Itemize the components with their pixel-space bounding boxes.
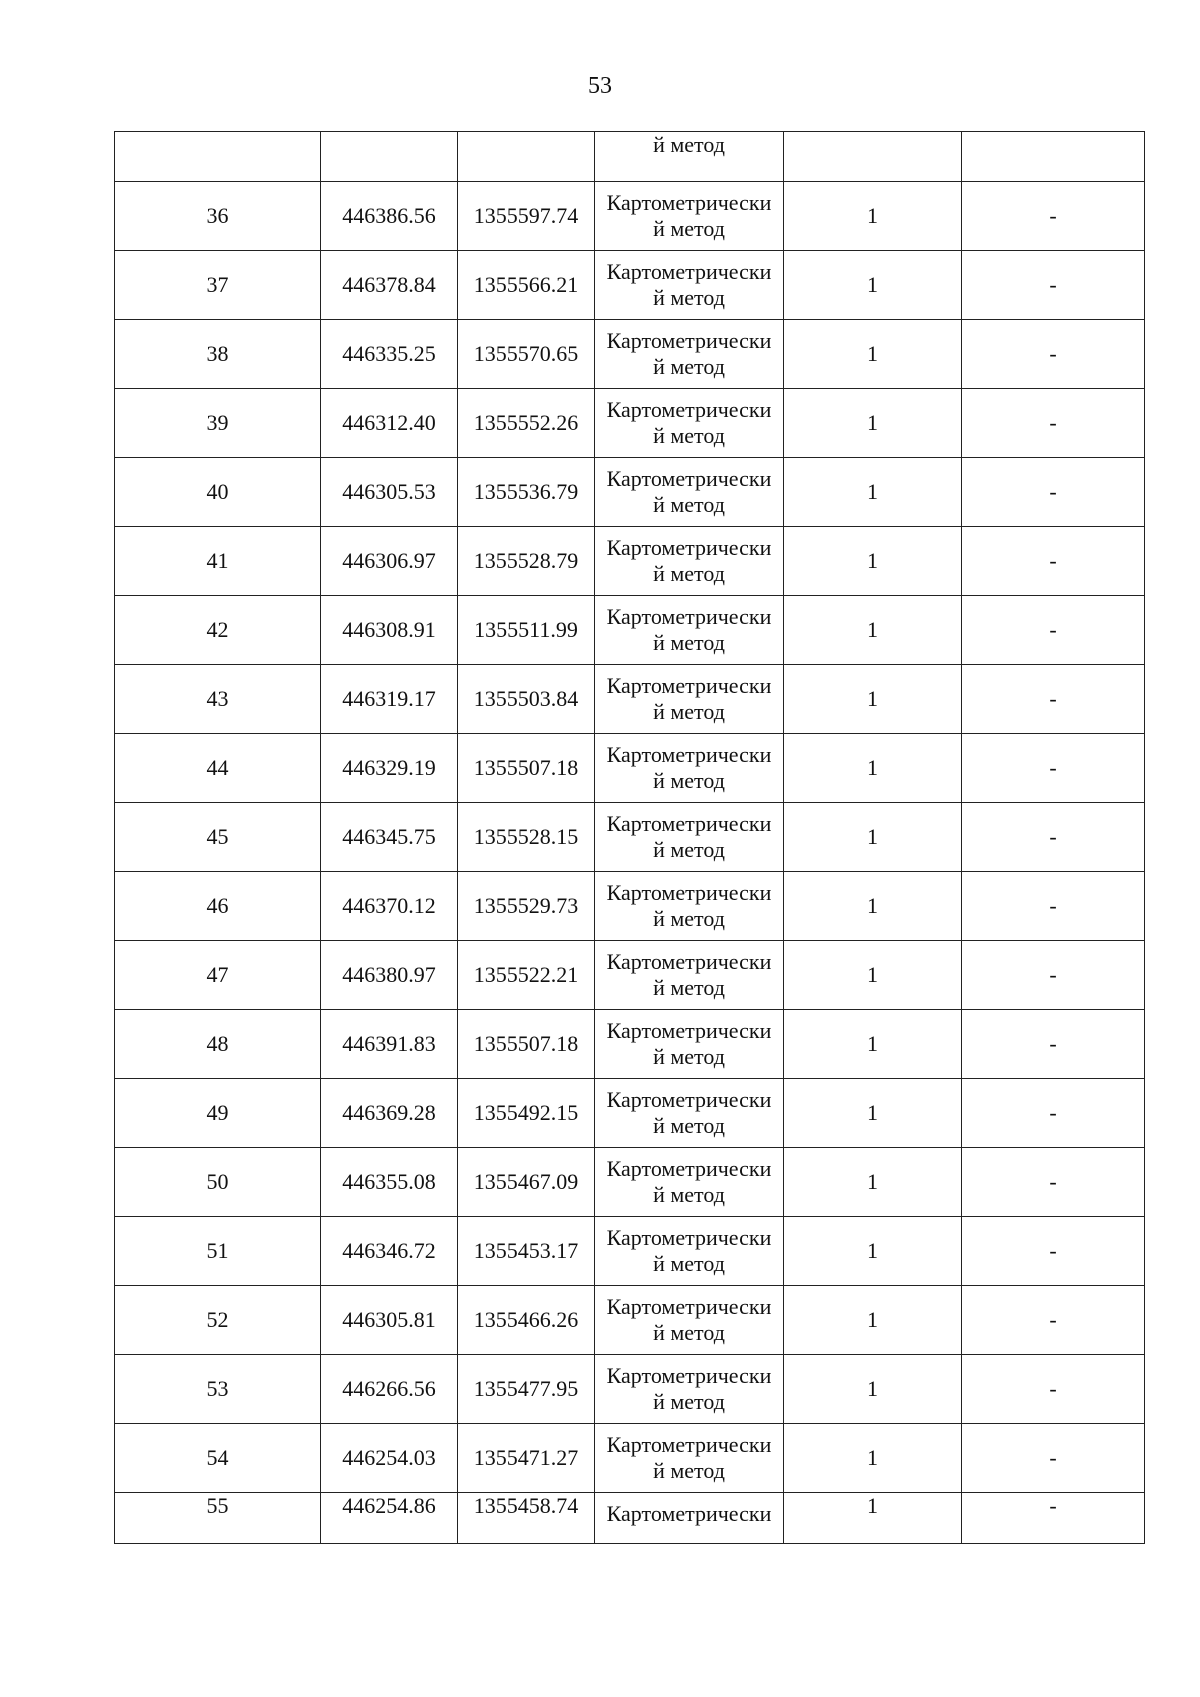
cell-method	[595, 320, 784, 389]
cell-accuracy: 1	[784, 803, 962, 872]
cell-note: -	[962, 320, 1145, 389]
cell-method	[595, 1079, 784, 1148]
cell-method	[595, 251, 784, 320]
cell-x: 446355.08	[321, 1148, 458, 1217]
cell-num: 53	[115, 1355, 321, 1424]
cell-note: -	[962, 1286, 1145, 1355]
cell-accuracy: 1	[784, 527, 962, 596]
cell-note: -	[962, 734, 1145, 803]
table-row	[115, 872, 1145, 941]
cell-accuracy: 1	[784, 872, 962, 941]
cell-x: 446305.81	[321, 1286, 458, 1355]
coordinates-table	[114, 131, 1145, 1544]
cell-method	[595, 182, 784, 251]
cell-method	[595, 596, 784, 665]
method-line2: й метод	[653, 561, 725, 586]
cell-x: 446306.97	[321, 527, 458, 596]
cell-y: 1355597.74	[458, 182, 595, 251]
cell-y: 1355507.18	[458, 1010, 595, 1079]
cell-x: 446266.56	[321, 1355, 458, 1424]
cell-num: 38	[115, 320, 321, 389]
cell-num: 40	[115, 458, 321, 527]
method-line1: Картометрически	[606, 811, 772, 836]
cell-x: 446312.40	[321, 389, 458, 458]
cell-method	[595, 1493, 784, 1544]
method-line1: Картометрически	[606, 190, 772, 215]
cell-accuracy: 1	[784, 941, 962, 1010]
method-line2: й метод	[653, 1044, 725, 1069]
cell-method	[595, 1355, 784, 1424]
cell-x: 446391.83	[321, 1010, 458, 1079]
cell-accuracy: 1	[784, 320, 962, 389]
cell-note: -	[962, 527, 1145, 596]
method-line2: й метод	[653, 1113, 725, 1138]
cell-note: -	[962, 1079, 1145, 1148]
cell-y: 1355529.73	[458, 872, 595, 941]
cell-num: 37	[115, 251, 321, 320]
cell-note	[962, 132, 1145, 182]
cell-accuracy: 1	[784, 182, 962, 251]
method-line2: й метод	[653, 1182, 725, 1207]
method-line1: Картометрически	[606, 259, 772, 284]
method-line1: Картометрически	[606, 604, 772, 629]
cell-y: 1355511.99	[458, 596, 595, 665]
cell-note: -	[962, 803, 1145, 872]
method-line2: й метод	[653, 216, 725, 241]
cell-x: 446386.56	[321, 182, 458, 251]
table-row	[115, 1493, 1145, 1544]
cell-note: -	[962, 1010, 1145, 1079]
cell-y: 1355477.95	[458, 1355, 595, 1424]
cell-x: 446329.19	[321, 734, 458, 803]
method-line1: Картометрически	[606, 1294, 772, 1319]
cell-note: -	[962, 251, 1145, 320]
cell-note: -	[962, 1217, 1145, 1286]
cell-num: 43	[115, 665, 321, 734]
cell-num: 46	[115, 872, 321, 941]
cell-note: -	[962, 665, 1145, 734]
cell-accuracy: 1	[784, 1424, 962, 1493]
cell-note: -	[962, 182, 1145, 251]
cell-num: 55	[115, 1493, 321, 1544]
method-line1: Картометрически	[606, 1501, 772, 1526]
cell-y: 1355471.27	[458, 1424, 595, 1493]
cell-num: 52	[115, 1286, 321, 1355]
cell-x: 446319.17	[321, 665, 458, 734]
cell-y: 1355466.26	[458, 1286, 595, 1355]
method-line1: Картометрически	[606, 1018, 772, 1043]
method-line2: й метод	[653, 423, 725, 448]
method-line1: Картометрически	[606, 880, 772, 905]
cell-method	[595, 527, 784, 596]
cell-note: -	[962, 596, 1145, 665]
cell-y: 1355507.18	[458, 734, 595, 803]
cell-num: 54	[115, 1424, 321, 1493]
page-number: 53	[588, 73, 612, 99]
cell-x: 446254.03	[321, 1424, 458, 1493]
cell-method	[595, 734, 784, 803]
cell-num: 48	[115, 1010, 321, 1079]
cell-accuracy: 1	[784, 596, 962, 665]
cell-y: 1355536.79	[458, 458, 595, 527]
cell-x: 446380.97	[321, 941, 458, 1010]
cell-y: 1355453.17	[458, 1217, 595, 1286]
cell-x: 446370.12	[321, 872, 458, 941]
cell-y: 1355467.09	[458, 1148, 595, 1217]
cell-num: 36	[115, 182, 321, 251]
method-line2: й метод	[653, 285, 725, 310]
table-row	[115, 320, 1145, 389]
cell-x: 446345.75	[321, 803, 458, 872]
method-line2: й метод	[653, 630, 725, 655]
cell-x: 446346.72	[321, 1217, 458, 1286]
method-line1: Картометрически	[606, 1432, 772, 1457]
table-row	[115, 803, 1145, 872]
cell-num: 50	[115, 1148, 321, 1217]
continuation-row	[115, 132, 1145, 182]
cell-method	[595, 132, 784, 182]
cell-note: -	[962, 941, 1145, 1010]
cell-x	[321, 132, 458, 182]
table-body	[115, 132, 1145, 1544]
cell-x: 446308.91	[321, 596, 458, 665]
method-line1: Картометрически	[606, 673, 772, 698]
table-row	[115, 665, 1145, 734]
table-row	[115, 1355, 1145, 1424]
cell-y: 1355528.15	[458, 803, 595, 872]
cell-y	[458, 132, 595, 182]
cell-method	[595, 1217, 784, 1286]
cell-y: 1355570.65	[458, 320, 595, 389]
cell-y: 1355492.15	[458, 1079, 595, 1148]
cell-y: 1355503.84	[458, 665, 595, 734]
method-line1: Картометрически	[606, 1156, 772, 1181]
cell-accuracy: 1	[784, 1355, 962, 1424]
cell-method	[595, 872, 784, 941]
table-row	[115, 941, 1145, 1010]
method-line1: Картометрически	[606, 742, 772, 767]
table-row	[115, 251, 1145, 320]
cell-accuracy: 1	[784, 1493, 962, 1544]
table-row	[115, 596, 1145, 665]
cell-accuracy: 1	[784, 389, 962, 458]
method-line1: Картометрически	[606, 535, 772, 560]
cell-method	[595, 803, 784, 872]
method-line1: Картометрически	[606, 949, 772, 974]
cell-note: -	[962, 1148, 1145, 1217]
cell-method	[595, 389, 784, 458]
method-line2: й метод	[653, 1389, 725, 1414]
table-row	[115, 527, 1145, 596]
method-line2: й метод	[653, 1320, 725, 1345]
method-line2: й метод	[653, 975, 725, 1000]
cell-x: 446254.86	[321, 1493, 458, 1544]
cell-num: 42	[115, 596, 321, 665]
cell-num	[115, 132, 321, 182]
method-line2: й метод	[653, 699, 725, 724]
cell-num: 51	[115, 1217, 321, 1286]
table-row	[115, 1217, 1145, 1286]
method-line1: Картометрически	[606, 1363, 772, 1388]
method-line1: Картометрически	[606, 466, 772, 491]
cell-accuracy: 1	[784, 1010, 962, 1079]
cell-note: -	[962, 389, 1145, 458]
method-tail: й метод	[653, 132, 725, 157]
cell-y: 1355528.79	[458, 527, 595, 596]
cell-num: 47	[115, 941, 321, 1010]
cell-y: 1355566.21	[458, 251, 595, 320]
table-row	[115, 458, 1145, 527]
table-row	[115, 389, 1145, 458]
cell-note: -	[962, 1424, 1145, 1493]
cell-accuracy: 1	[784, 251, 962, 320]
table-row	[115, 1148, 1145, 1217]
cell-x: 446335.25	[321, 320, 458, 389]
method-line2: й метод	[653, 1251, 725, 1276]
method-line2: й метод	[653, 906, 725, 931]
table-row	[115, 1079, 1145, 1148]
cell-accuracy: 1	[784, 734, 962, 803]
table-row	[115, 1286, 1145, 1355]
cell-accuracy: 1	[784, 1217, 962, 1286]
cell-method	[595, 941, 784, 1010]
cell-y: 1355522.21	[458, 941, 595, 1010]
cell-accuracy: 1	[784, 1079, 962, 1148]
table-row	[115, 1010, 1145, 1079]
cell-accuracy: 1	[784, 458, 962, 527]
method-line2: й метод	[653, 1458, 725, 1483]
table-row	[115, 734, 1145, 803]
cell-accuracy: 1	[784, 665, 962, 734]
method-line2: й метод	[653, 354, 725, 379]
method-line1: Картометрически	[606, 397, 772, 422]
cell-method	[595, 1424, 784, 1493]
cell-note: -	[962, 1355, 1145, 1424]
table-row	[115, 182, 1145, 251]
method-line1: Картометрически	[606, 328, 772, 353]
cell-note: -	[962, 1493, 1145, 1544]
method-line1: Картометрически	[606, 1087, 772, 1112]
cell-method	[595, 1286, 784, 1355]
method-line2: й метод	[653, 492, 725, 517]
cell-x: 446305.53	[321, 458, 458, 527]
method-line2: й метод	[653, 837, 725, 862]
cell-y: 1355552.26	[458, 389, 595, 458]
cell-accuracy	[784, 132, 962, 182]
cell-method	[595, 1148, 784, 1217]
cell-num: 44	[115, 734, 321, 803]
cell-y: 1355458.74	[458, 1493, 595, 1544]
method-line1: Картометрически	[606, 1225, 772, 1250]
cell-x: 446378.84	[321, 251, 458, 320]
cell-num: 41	[115, 527, 321, 596]
cell-note: -	[962, 872, 1145, 941]
cell-note: -	[962, 458, 1145, 527]
cell-x: 446369.28	[321, 1079, 458, 1148]
cell-num: 49	[115, 1079, 321, 1148]
cell-accuracy: 1	[784, 1148, 962, 1217]
cell-accuracy: 1	[784, 1286, 962, 1355]
cell-num: 45	[115, 803, 321, 872]
cell-num: 39	[115, 389, 321, 458]
method-line2: й метод	[653, 768, 725, 793]
cell-method	[595, 1010, 784, 1079]
cell-method	[595, 458, 784, 527]
cell-method	[595, 665, 784, 734]
table-row	[115, 1424, 1145, 1493]
